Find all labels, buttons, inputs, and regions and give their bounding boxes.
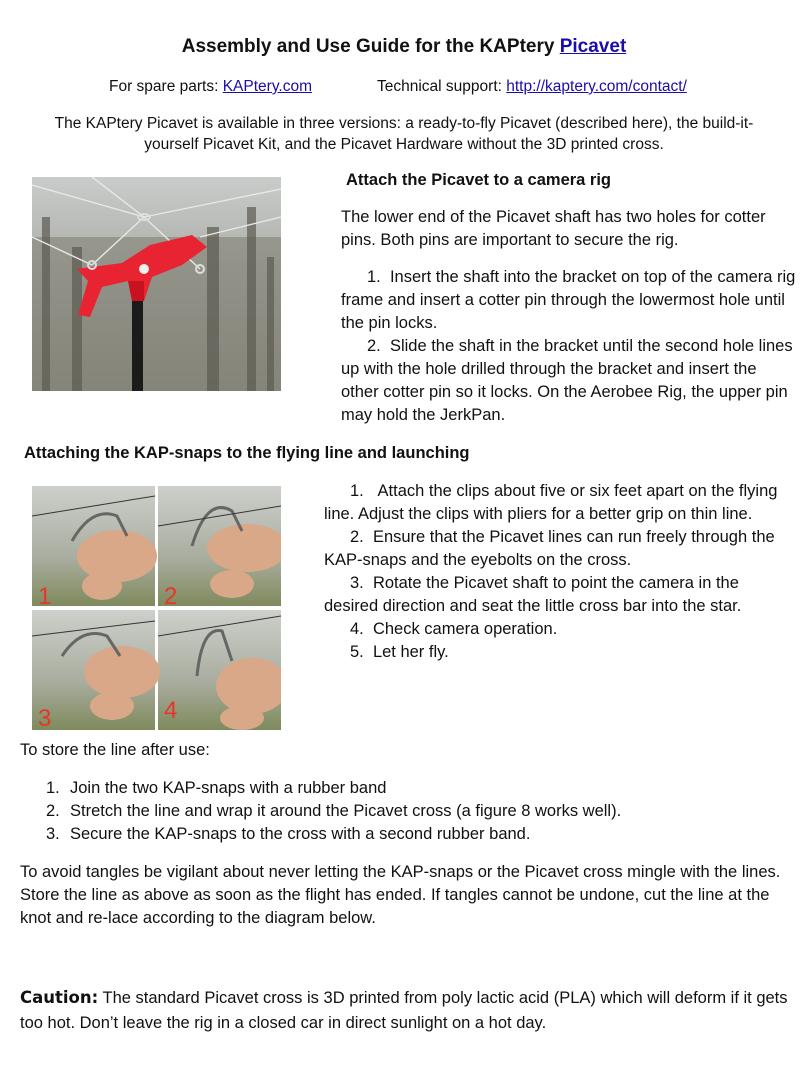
list-number: 3.	[350, 574, 364, 592]
intro-paragraph: The KAPtery Picavet is available in three versions: a ready-to-fly Picavet (described here), the build-it-yourself Picavet Kit, and the Picavet Hardware without the 3D printed cross.	[54, 115, 754, 153]
list-text: Secure the KAP-snaps to the cross with a second rubber band.	[70, 825, 531, 843]
list-number: 1.	[367, 268, 381, 286]
list-item	[341, 266, 796, 335]
list-text: Check camera operation.	[372, 620, 558, 638]
list-text: Stretch the line and wrap it around the Picavet cross (a figure 8 works well).	[70, 802, 622, 820]
contact-link[interactable]: http://kaptery.com/contact/	[506, 78, 687, 95]
support-label: Technical support:	[377, 78, 507, 95]
list-number: 4.	[350, 620, 364, 638]
photo-label-1: 1	[38, 583, 52, 610]
section1-paragraph: The lower end of the Picavet shaft has two holes for cotter pins. Both pins are important to secure the rig.	[341, 208, 766, 249]
spare-parts-line	[109, 78, 312, 96]
spare-parts-label: For spare parts:	[109, 78, 223, 95]
list-number: 1.	[46, 779, 60, 797]
list-item	[324, 480, 796, 526]
section-heading-attach-rig: Attach the Picavet to a camera rig	[346, 171, 612, 189]
list-item	[324, 618, 796, 641]
support-line	[377, 78, 687, 96]
list-item	[324, 641, 796, 664]
list-number: 1.	[350, 482, 364, 500]
list-item	[324, 526, 796, 572]
list-text: Let her fly.	[372, 643, 449, 661]
list-item	[46, 777, 786, 800]
list-text: Slide the shaft in the bracket until the second hole lines up with the hole drilled through the bracket and insert the other cotter pin so it locks. On the Aerobee Rig, the upper pin may hold the JerkPan.	[341, 337, 793, 424]
list-number: 5.	[350, 643, 364, 661]
section2-steps	[324, 480, 796, 664]
page-title	[0, 36, 808, 58]
caution-paragraph	[20, 985, 790, 1036]
list-text: Join the two KAP-snaps with a rubber band	[70, 779, 387, 797]
photo-label-4: 4	[164, 697, 178, 724]
list-item	[324, 572, 796, 618]
section-heading-kap-snaps: Attaching the KAP-snaps to the flying line and launching	[24, 444, 470, 462]
store-steps	[46, 777, 786, 846]
list-number: 3.	[46, 825, 60, 843]
list-item	[46, 823, 786, 846]
list-number: 2.	[350, 528, 364, 546]
kaptery-link[interactable]: KAPtery.com	[222, 78, 313, 95]
list-item	[341, 335, 796, 427]
list-text: Ensure that the Picavet lines can run freely through the KAP-snaps and the eyebolts on the cross.	[324, 528, 775, 569]
list-number: 2.	[46, 802, 60, 820]
caution-text: The standard Picavet cross is 3D printed from poly lactic acid (PLA) which will deform if it gets too hot. Don’t leave the rig in a closed car in direct sunlight on a hot day.	[20, 989, 788, 1032]
section1-steps	[341, 266, 796, 427]
picavet-cross-photo	[32, 177, 281, 391]
picavet-title-link[interactable]: Picavet	[559, 36, 627, 57]
photo-label-2: 2	[164, 583, 178, 610]
caution-label: Caution:	[20, 988, 99, 1007]
store-intro: To store the line after use:	[20, 741, 210, 759]
list-text: Rotate the Picavet shaft to point the camera in the desired direction and seat the little cross bar into the star.	[324, 574, 742, 615]
title-text: Assembly and Use Guide for the KAPtery	[181, 36, 560, 57]
list-item	[46, 800, 786, 823]
tangles-paragraph: To avoid tangles be vigilant about never letting the KAP-snaps or the Picavet cross mingle with the lines. Store the line as above as soon as the flight has ended. If tangles cannot be undone, cut the line at the knot and re-lace according to the diagram below.	[20, 863, 781, 927]
photo-label-3: 3	[38, 705, 52, 730]
list-text: Attach the clips about five or six feet apart on the flying line. Adjust the clips with pliers for a better grip on thin line.	[324, 482, 778, 523]
list-number: 2.	[367, 337, 381, 355]
list-text: Insert the shaft into the bracket on top of the camera rig frame and insert a cotter pin through the lowermost hole until the pin locks.	[341, 268, 796, 332]
kap-snaps-photo-grid	[32, 486, 281, 730]
